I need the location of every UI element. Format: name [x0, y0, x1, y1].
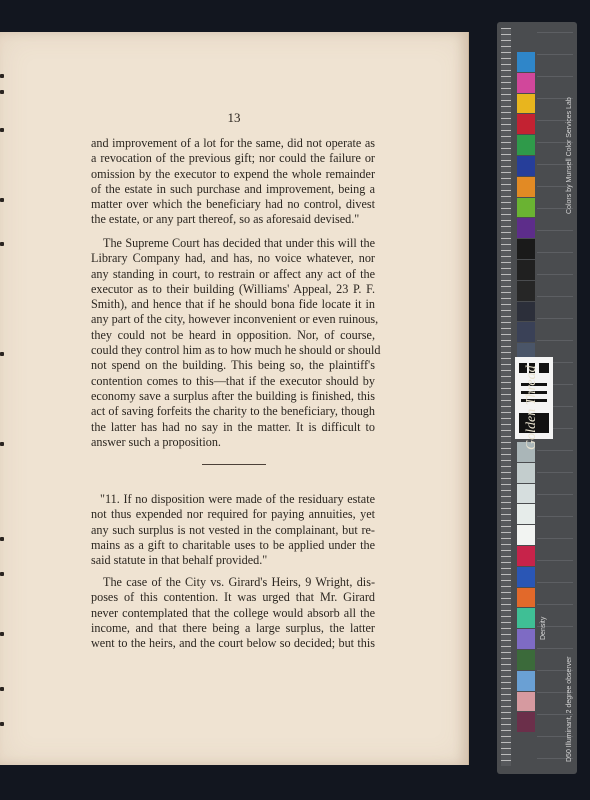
color-swatch	[517, 504, 535, 524]
color-swatch	[517, 692, 535, 712]
text-line: they could not be heard in opposition. Nor, of course,	[91, 327, 375, 342]
color-swatch	[517, 218, 535, 238]
page-number: 13	[227, 110, 241, 125]
text-line: the estate, or any part thereof, so as aforesaid devised."	[91, 212, 360, 227]
color-swatch	[517, 135, 535, 155]
text-line: answer such a proposition.	[91, 434, 221, 449]
color-swatch	[517, 712, 535, 732]
text-line: Library Company had, and has, no voice whatever, nor	[91, 251, 375, 266]
ruler-scale	[501, 28, 511, 766]
color-swatch	[517, 114, 535, 134]
text-line: not thus expended nor required for paying annuities, yet	[91, 507, 375, 522]
color-swatch	[517, 239, 535, 259]
text-line: not spend on the building. This being so, the plaintiff's	[91, 358, 375, 373]
document-page	[0, 32, 469, 765]
color-swatch	[517, 281, 535, 301]
text-line: executor as to their building (Williams' Appeal, 23 P. F.	[91, 281, 375, 296]
color-swatch	[517, 463, 535, 483]
text-line: went to the heirs, and the court below so decided; but this	[91, 636, 375, 651]
color-swatch	[517, 198, 535, 218]
color-swatch	[517, 260, 535, 280]
text-line: any standing in court, to restrain or affect any act of the	[91, 266, 375, 281]
color-swatch	[517, 322, 535, 342]
text-line: a revocation of the previous gift; nor could the failure or	[91, 151, 375, 166]
color-swatch	[517, 588, 535, 608]
color-swatch	[517, 525, 535, 545]
text-line: Smith), and hence that if he should bona fide locate it in	[91, 297, 375, 312]
text-line: income, and that there being a large surplus, the latter	[91, 620, 375, 635]
brand-label: Golden Thread	[524, 365, 539, 450]
text-line: matter over which the beneficiary had no control, divest	[91, 197, 375, 212]
text-line: economy save a surplus after the building is finished, this	[91, 388, 375, 403]
text-line: act of saving forfeits the charity to the beneficiary, though	[91, 404, 375, 419]
text-line: any such surplus is not vested in the complainant, but re-	[91, 522, 375, 537]
color-swatch	[517, 546, 535, 566]
color-swatch	[517, 608, 535, 628]
paragraph-1	[91, 136, 375, 228]
text-line: and improvement of a lot for the same, did not operate as	[91, 136, 375, 150]
text-line: omission by the executor to expend the whole remainder	[91, 166, 375, 181]
color-swatch	[517, 177, 535, 197]
text-line: any part of the city, however inconvenient or even ruinous,	[91, 312, 379, 327]
section-divider	[202, 464, 266, 465]
strip-bottom-label: D50 Illuminant, 2 degree observer	[566, 656, 573, 762]
text-line: never contemplated that the college would absorb all the	[91, 605, 375, 620]
paragraph-3	[91, 492, 375, 568]
text-line: contention comes to this—that if the executor should by	[91, 373, 375, 388]
color-swatch	[517, 94, 535, 114]
text-line: could they control him as to how much he should or should	[91, 343, 381, 358]
text-line: the latter has had no say in the matter. It is difficult to	[91, 419, 375, 434]
text-line: The case of the City vs. Girard's Heirs, 9 Wright, dis-	[103, 575, 375, 589]
strip-density-label: Density	[540, 616, 547, 640]
color-swatch	[517, 629, 535, 649]
color-swatch	[517, 671, 535, 691]
text-line: The Supreme Court has decided that under this will the	[103, 236, 375, 250]
text-line: poses of this contention. It was urged that Mr. Girard	[91, 590, 375, 605]
text-line: said statute in that behalf provided."	[91, 553, 268, 568]
text-line: of the estate in such purchase and improvement, being a	[91, 181, 375, 196]
paragraph-4	[91, 575, 375, 651]
paragraph-2	[91, 236, 381, 450]
color-swatch	[517, 484, 535, 504]
text-line: mains as a gift to charitable uses to be applied under the	[91, 537, 375, 552]
color-swatch	[517, 52, 535, 72]
color-swatch	[517, 567, 535, 587]
color-swatch	[517, 73, 535, 93]
text-line: "11. If no disposition were made of the residuary estate	[100, 492, 375, 506]
color-swatch	[517, 650, 535, 670]
color-swatch	[517, 302, 535, 322]
strip-top-label: Colors by Munsell Color Services Lab	[566, 97, 573, 214]
color-swatch	[517, 156, 535, 176]
